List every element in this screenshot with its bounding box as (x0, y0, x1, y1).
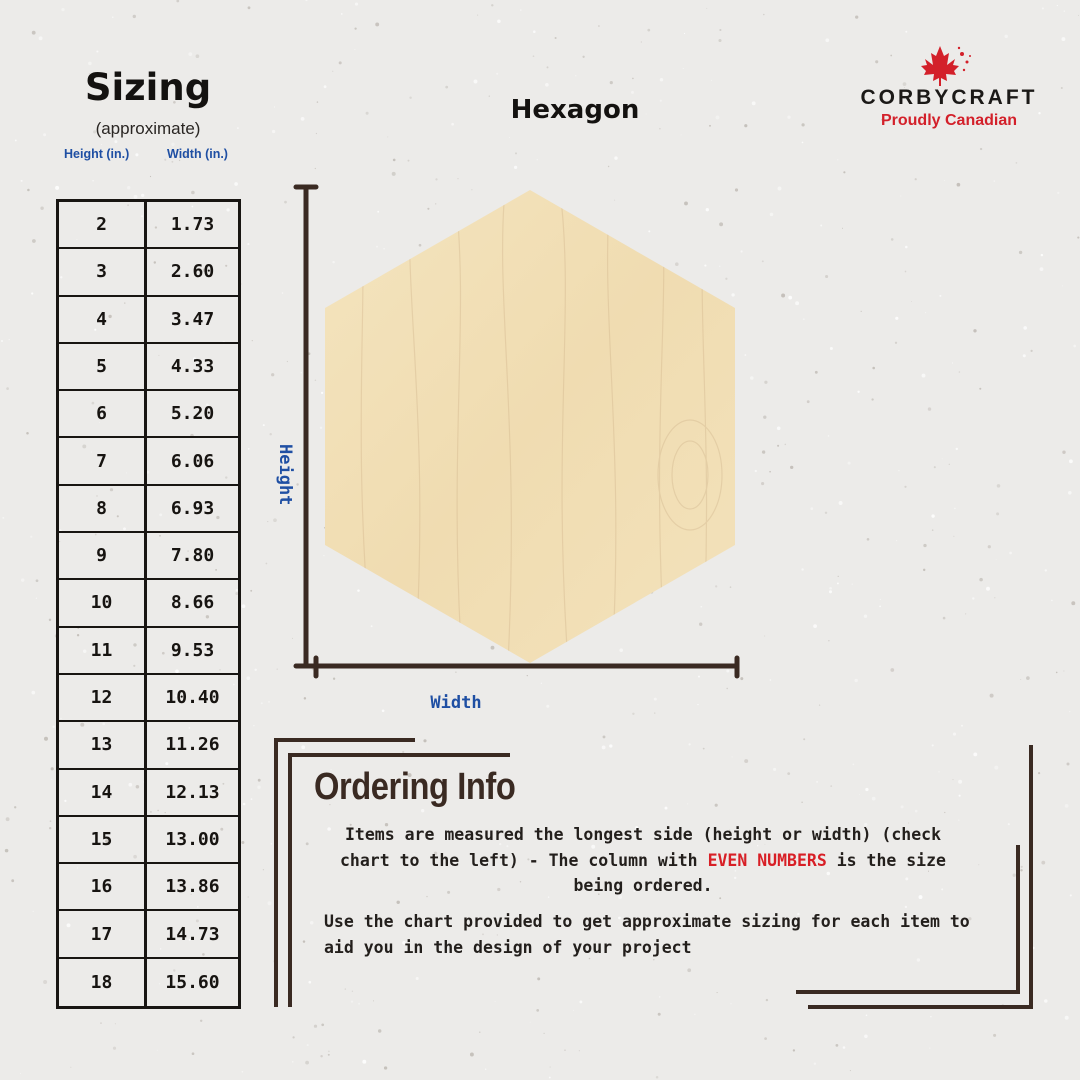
size-height-cell: 11 (59, 628, 147, 675)
size-width-cell: 12.13 (147, 770, 238, 817)
sizing-title: Sizing (84, 66, 212, 109)
size-width-cell: 8.66 (147, 580, 238, 627)
size-width-cell: 15.60 (165, 971, 220, 993)
size-width-cell: 5.20 (147, 391, 238, 438)
height-measure-line (296, 187, 316, 666)
size-width-cell: 1.73 (147, 202, 238, 249)
size-width-cell: 6.06 (147, 438, 238, 485)
size-height-cell: 16 (59, 864, 147, 911)
height-axis-label: Height (275, 444, 295, 506)
size-height-cell: 17 (59, 911, 147, 958)
size-width-cell: 2.60 (147, 249, 238, 296)
size-width-cell: 7.80 (147, 533, 238, 580)
size-height-cell: 3 (59, 249, 147, 296)
size-width-cell: 14.73 (147, 911, 238, 958)
ordering-text-after: is the size being ordered. (573, 850, 946, 895)
ordering-text-before: Items are measured the longest side (height or width) (check chart to the left) - The column with (340, 825, 942, 870)
size-height-cell: 10 (59, 580, 147, 627)
shape-title: Hexagon (510, 95, 640, 125)
width-column-header: Width (in.) (167, 147, 228, 161)
size-height-cell: 12 (59, 675, 147, 722)
size-width-cell: 13.86 (147, 864, 238, 911)
size-height-cell: 4 (59, 297, 147, 344)
ordering-info-paragraph-2: Use the chart provided to get approximate sizing for each item to aid you in the design of your project (324, 912, 970, 957)
even-numbers-emphasis: EVEN NUMBERS (707, 850, 827, 870)
size-width-cell: 11.26 (147, 722, 238, 769)
ordering-info-title: Ordering Info (314, 766, 516, 808)
size-height-cell: 13 (59, 722, 147, 769)
maple-leaf-icon (921, 46, 971, 86)
size-height-cell: 6 (59, 391, 147, 438)
size-height-cell: 15 (59, 817, 147, 864)
size-width-cell: 9.53 (147, 628, 238, 675)
size-width-cell: 10.40 (147, 675, 238, 722)
size-height-cell: 5 (59, 344, 147, 391)
size-width-cell: 3.47 (147, 297, 238, 344)
ordering-info-paragraph-1 (318, 822, 968, 899)
size-width-cell: 6.93 (147, 486, 238, 533)
size-height-cell: 9 (59, 533, 147, 580)
wooden-hexagon (325, 190, 735, 663)
brand-tagline: Proudly Canadian (880, 112, 1018, 129)
size-height-cell: 14 (59, 770, 147, 817)
size-width-cell: 13.00 (147, 817, 238, 864)
size-height-cell: 18 (59, 959, 147, 1006)
width-axis-label: Width (430, 693, 482, 713)
size-height-cell: 7 (59, 438, 147, 485)
size-width-cell: 4.33 (147, 344, 238, 391)
size-height-cell: 8 (59, 486, 147, 533)
size-height-cell: 2 (59, 202, 147, 249)
brand-name: CORBYCRAFT (860, 86, 1038, 109)
sizing-subtitle: (approximate) (95, 119, 201, 138)
height-column-header: Height (in.) (64, 147, 130, 161)
